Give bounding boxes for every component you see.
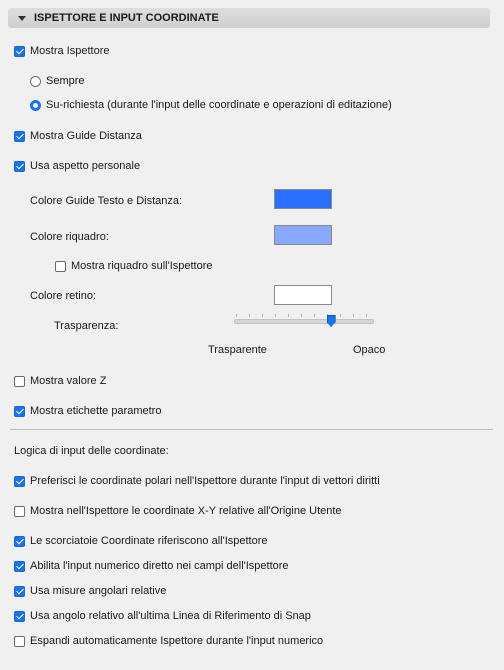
logic-option-label: Abilita l'input numerico diretto nei campi dell'Ispettore [30,560,289,572]
transparency-max-label: Opaco [353,344,386,356]
checkbox-icon[interactable] [14,561,25,572]
show-z-checkbox[interactable] [14,375,106,387]
logic-option-checkbox[interactable] [14,505,342,517]
checkbox-icon[interactable] [14,636,25,647]
slider-tick [366,314,367,317]
logic-option-checkbox[interactable] [14,535,268,547]
slider-tick [288,314,289,317]
radio-icon[interactable] [30,100,41,111]
mode-always-radio[interactable] [30,75,85,87]
slider-tick [249,314,250,317]
checkbox-icon[interactable] [14,536,25,547]
logic-option-checkbox[interactable] [14,475,380,487]
checkbox-icon[interactable] [14,506,25,517]
checkbox-icon[interactable] [55,261,66,272]
logic-option-label: Preferisci le coordinate polari nell'Ispettore durante l'input di vettori diritti [30,475,380,487]
slider-tick [353,314,354,317]
section-header[interactable] [8,8,490,28]
logic-option-checkbox[interactable] [14,585,166,597]
section-divider [10,429,493,430]
show-distance-guides-checkbox[interactable] [14,130,142,142]
logic-option-label: Mostra nell'Ispettore le coordinate X-Y relative all'Origine Utente [30,505,342,517]
show-frame-label: Mostra riquadro sull'Ispettore [71,260,213,272]
slider-tick [314,314,315,317]
checkbox-icon[interactable] [14,376,25,387]
transparency-label: Trasparenza: [54,320,119,332]
show-frame-checkbox[interactable] [55,260,213,272]
slider-tick [340,314,341,317]
show-inspector-label: Mostra Ispettore [30,45,110,57]
slider-tick [236,314,237,317]
transparency-slider-track[interactable] [234,319,374,324]
show-param-labels-checkbox[interactable] [14,405,161,417]
mode-on-demand-label: Su-richiesta (durante l'input delle coordinate e operazioni di editazione) [46,99,392,111]
checkbox-icon[interactable] [14,131,25,142]
logic-option-checkbox[interactable] [14,635,323,647]
logic-option-label: Le scorciatoie Coordinate riferiscono all'Ispettore [30,535,268,547]
checkbox-icon[interactable] [14,476,25,487]
transparency-slider-thumb[interactable] [327,315,336,327]
background-color-swatch[interactable] [274,285,332,305]
checkbox-icon[interactable] [14,586,25,597]
show-distance-guides-label: Mostra Guide Distanza [30,130,142,142]
slider-tick [275,314,276,317]
collapse-triangle-icon[interactable] [18,16,26,21]
checkbox-icon[interactable] [14,406,25,417]
mode-on-demand-radio[interactable] [30,99,392,111]
section-title: ISPETTORE E INPUT COORDINATE [34,12,219,24]
logic-option-label: Usa misure angolari relative [30,585,167,597]
slider-tick [262,314,263,317]
logic-option-label: Espandi automaticamente Ispettore durante l'input numerico [30,635,324,647]
checkbox-icon[interactable] [14,161,25,172]
logic-heading: Logica di input delle coordinate: [14,445,169,457]
custom-appearance-label: Usa aspetto personale [30,160,141,172]
text-guides-color-label: Colore Guide Testo e Distanza: [30,195,183,207]
logic-option-checkbox[interactable] [14,560,289,572]
transparency-min-label: Trasparente [208,344,267,356]
custom-appearance-checkbox[interactable] [14,160,140,172]
text-guides-color-swatch[interactable] [274,189,332,209]
show-inspector-checkbox[interactable] [14,45,109,57]
show-z-label: Mostra valore Z [30,375,107,387]
checkbox-icon[interactable] [14,46,25,57]
radio-icon[interactable] [30,76,41,87]
frame-color-label: Colore riquadro: [30,231,109,243]
frame-color-swatch[interactable] [274,225,332,245]
show-param-labels-label: Mostra etichette parametro [30,405,162,417]
checkbox-icon[interactable] [14,611,25,622]
logic-option-checkbox[interactable] [14,610,311,622]
background-color-label: Colore retino: [30,290,97,302]
mode-always-label: Sempre [46,75,85,87]
slider-tick [301,314,302,317]
logic-option-label: Usa angolo relativo all'ultima Linea di Riferimento di Snap [30,610,311,622]
